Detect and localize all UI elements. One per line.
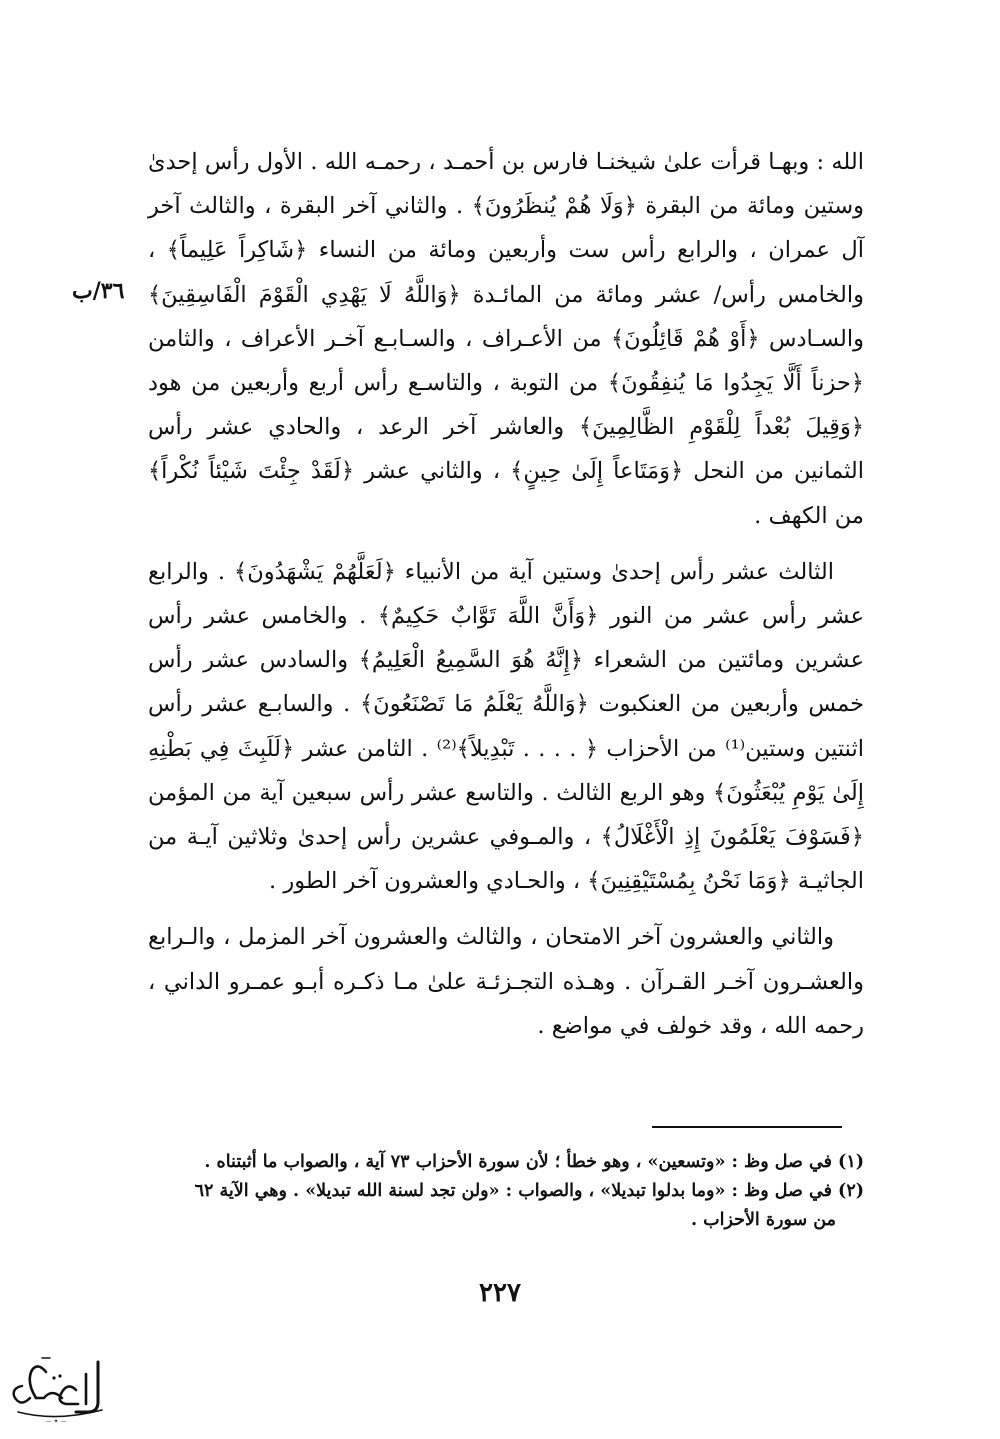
footnote-1: (١) في صل وظ : «وتسعين» ، وهو خطأ ؛ لأن سورة الأحزاب ٧٣ آية ، والصواب ما أثبتناه .: [204, 1152, 864, 1172]
paragraph-3: والثاني والعشرون آخر الامتحان ، والثالث والعشرون آخر المزمل ، والـرابع والعشـرون آخـر القـرآن . وهـذه التجـزئـة علىٰ مـا ذكـره أبـو عمـرو الداني ، رحمه الله ، وقد خولف في مواضع .: [148, 924, 864, 1039]
footnote-2-continued: من سورة الأحزاب .: [690, 1210, 836, 1230]
main-text: [148, 140, 864, 1060]
page-number: ٢٢٧: [479, 1278, 521, 1308]
svg-text:— ✦ —: — ✦ —: [45, 1418, 67, 1425]
paragraph-2: الثالث عشر رأس إحدىٰ وستين آية من الأنبياء ﴿لَعَلَّهُمْ يَشْهَدُونَ﴾ . والرابع عشر رأس عشر من النور ﴿وَأَنَّ اللَّهَ تَوَّابٌ حَكِيمٌ﴾ . والخامس عشر رأس عشرين ومائتين من الشعراء ﴿إِنَّهُ هُوَ السَّمِيعُ الْعَلِيمُ﴾ والسادس عشر رأس خمس وأربعين من العنكبوت ﴿وَاللَّهُ يَعْلَمُ مَا تَصْنَعُونَ﴾ . والسابـع عشر رأس اثنتين وستين⁽¹⁾ من الأحزاب ﴿ . . . . تَبْدِيلاً﴾⁽²⁾ . الثامن عشر ﴿لَلَبِثَ فِي بَطْنِهِ إِلَىٰ يَوْمِ يُبْعَثُونَ﴾ وهو الربع الثالث . والتاسع عشر رأس سبعين آية من المؤمن ﴿فَسَوْفَ يَعْلَمُونَ إِذِ الْأَغْلَالُ﴾ ، والمـوفي عشرين رأس إحدىٰ وثلاثين آيـة من الجاثيـة ﴿وَمَا نَحْنُ بِمُسْتَيْقِنِينَ﴾ ، والحـادي والعشرون آخر الطور .: [148, 558, 864, 895]
paragraph-1: الله : وبهـا قرأت علىٰ شيخنـا فارس بن أحمـد ، رحمـه الله . الأول رأس إحدىٰ وستين ومائة من البقرة ﴿وَلَا هُمْ يُنظَرُونَ﴾ . والثاني آخر البقرة ، والثالث آخر آل عمران ، والرابع رأس ست وأربعين ومائة من النساء ﴿شَاكِراً عَلِيماً﴾ ، والخامس رأس/ عشر ومائة من المائـدة ﴿وَاللَّهُ لَا يَهْدِي الْقَوْمَ الْفَاسِقِينَ﴾ والسـادس ﴿أَوْ هُمْ قَائِلُونَ﴾ من الأعـراف ، والسـابـع آخـر الأعراف ، والثامن ﴿حزناً أَلَّا يَجِدُوا مَا يُنفِقُونَ﴾ من التوبة ، والتاسـع رأس أربع وأربعين من هود ﴿وَقِيلَ بُعْداً لِلْقَوْمِ الظَّالِمِينَ﴾ والعاشر آخر الرعد ، والحادي عشر رأس الثمانين من النحل ﴿وَمَتَاعاً إِلَىٰ حِينٍ﴾ ، والثاني عشر ﴿لَقَدْ جِئْتَ شَيْئاً نُكْراً﴾ من الكهف .: [148, 149, 864, 529]
footnotes: [148, 1148, 864, 1235]
footnote-2: (٢) في صل وظ : «وما بدلوا تبديلا» ، والصواب : «ولن تجد لسنة الله تبديلا» . وهي الآية ٦٢: [194, 1181, 864, 1201]
calligraphy-logo: [6, 1352, 106, 1426]
folio-margin-note: ٣٦/ب: [72, 278, 125, 304]
footnote-divider: [652, 1126, 842, 1128]
